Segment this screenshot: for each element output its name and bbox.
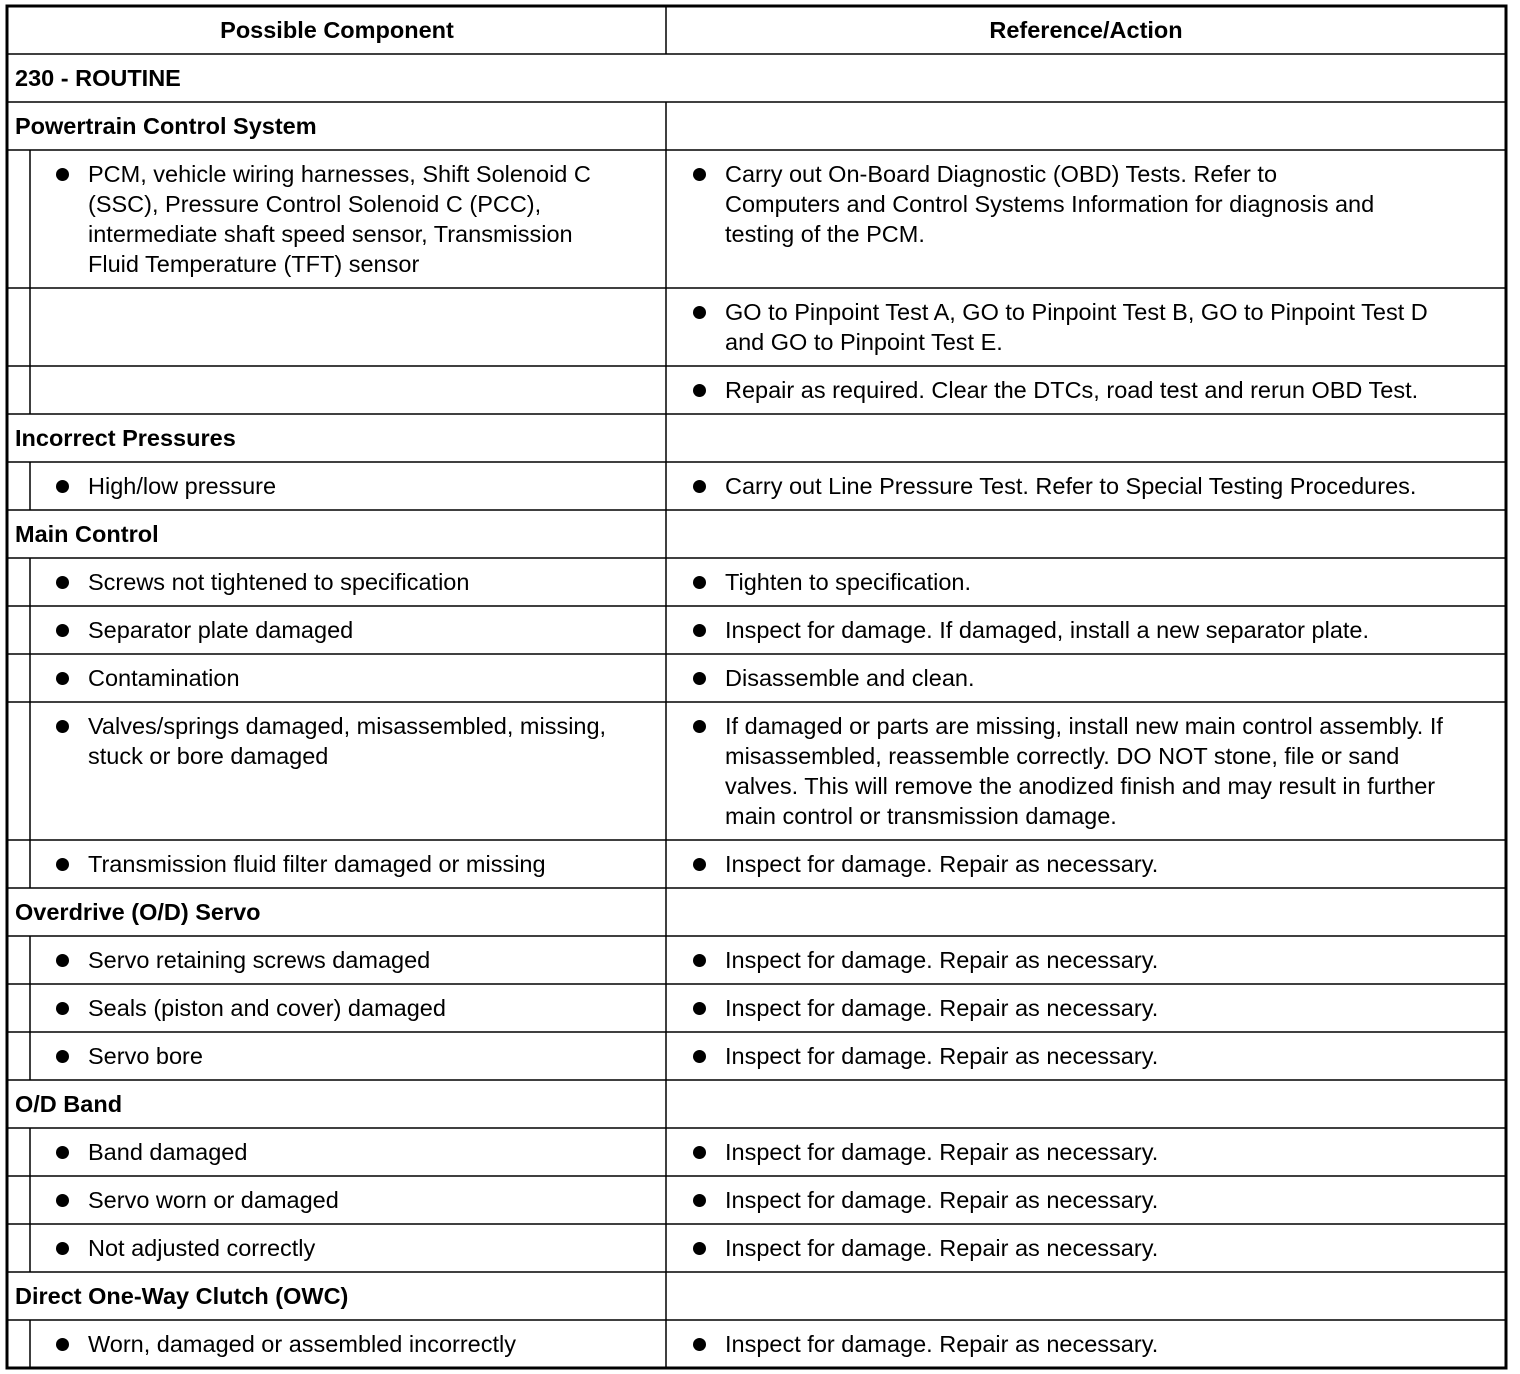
action-text: Repair as required. Clear the DTCs, road test and rerun OBD Test. — [725, 377, 1419, 403]
header-reference-action: Reference/Action — [989, 17, 1183, 43]
bullet-icon — [693, 168, 706, 181]
component-text: Servo bore — [88, 1043, 203, 1069]
action-text: Carry out Line Pressure Test. Refer to Special Testing Procedures. — [725, 473, 1417, 499]
component-text: Not adjusted correctly — [88, 1235, 316, 1261]
bullet-icon — [693, 1242, 706, 1255]
bullet-icon — [56, 1338, 69, 1351]
component-text: Separator plate damaged — [88, 617, 354, 643]
bullet-icon — [693, 1050, 706, 1063]
action-text: If damaged or parts are missing, install new main control assembly. If misassembled, reassemble correctly. DO NOT stone, file or sand valves. This will remove the anodized finish and may result in further main control or transmission damage. — [725, 713, 1443, 829]
bullet-icon — [693, 1002, 706, 1015]
component-text: High/low pressure — [88, 473, 277, 499]
routine-title: 230 - ROUTINE — [15, 65, 181, 91]
action-text: Disassemble and clean. — [725, 665, 975, 691]
action-text: Inspect for damage. If damaged, install a new separator plate. — [725, 617, 1370, 643]
action-text: Inspect for damage. Repair as necessary. — [725, 1139, 1159, 1165]
bullet-icon — [56, 954, 69, 967]
bullet-icon — [56, 1242, 69, 1255]
action-text: Inspect for damage. Repair as necessary. — [725, 1331, 1159, 1357]
bullet-icon — [693, 306, 706, 319]
bullet-icon — [693, 480, 706, 493]
action-text: Inspect for damage. Repair as necessary. — [725, 1235, 1159, 1261]
component-text: Worn, damaged or assembled incorrectly — [88, 1331, 516, 1357]
bullet-icon — [56, 168, 69, 181]
action-text: Carry out On-Board Diagnostic (OBD) Tests. Refer to Computers and Control Systems Information for diagnosis and testing of the PCM. — [725, 161, 1375, 247]
bullet-icon — [56, 1194, 69, 1207]
component-text: Transmission fluid filter damaged or missing — [88, 851, 546, 877]
header-possible-component: Possible Component — [220, 17, 454, 43]
bullet-icon — [693, 858, 706, 871]
component-text: Band damaged — [88, 1139, 248, 1165]
bullet-icon — [56, 858, 69, 871]
bullet-icon — [693, 1194, 706, 1207]
bullet-icon — [56, 1002, 69, 1015]
action-text: Inspect for damage. Repair as necessary. — [725, 1187, 1159, 1213]
section-title: Direct One-Way Clutch (OWC) — [15, 1283, 349, 1309]
component-text: Valves/springs damaged, misassembled, missing, stuck or bore damaged — [88, 713, 607, 769]
bullet-icon — [693, 720, 706, 733]
bullet-icon — [56, 1146, 69, 1159]
component-text: Contamination — [88, 665, 240, 691]
action-text: Inspect for damage. Repair as necessary. — [725, 1043, 1159, 1069]
section-title: Overdrive (O/D) Servo — [15, 899, 261, 925]
bullet-icon — [56, 576, 69, 589]
bullet-icon — [693, 1146, 706, 1159]
bullet-icon — [693, 384, 706, 397]
bullet-icon — [693, 1338, 706, 1351]
component-text: Seals (piston and cover) damaged — [88, 995, 446, 1021]
component-text: Servo worn or damaged — [88, 1187, 339, 1213]
section-title: O/D Band — [15, 1091, 123, 1117]
section-title: Incorrect Pressures — [15, 425, 236, 451]
bullet-icon — [56, 672, 69, 685]
action-text: Inspect for damage. Repair as necessary. — [725, 995, 1159, 1021]
action-text: Tighten to specification. — [725, 569, 972, 595]
component-text: PCM, vehicle wiring harnesses, Shift Solenoid C (SSC), Pressure Control Solenoid C (PCC), intermediate shaft speed sensor, Transmission Fluid Temperature (TFT) sensor — [88, 161, 591, 277]
bullet-icon — [56, 720, 69, 733]
bullet-icon — [693, 954, 706, 967]
action-text: Inspect for damage. Repair as necessary. — [725, 947, 1159, 973]
action-text: GO to Pinpoint Test A, GO to Pinpoint Test B, GO to Pinpoint Test D and GO to Pinpoint Test E. — [725, 299, 1428, 355]
bullet-icon — [56, 1050, 69, 1063]
action-text: Inspect for damage. Repair as necessary. — [725, 851, 1159, 877]
section-title: Main Control — [15, 521, 159, 547]
component-text: Servo retaining screws damaged — [88, 947, 431, 973]
bullet-icon — [56, 624, 69, 637]
component-text: Screws not tightened to specification — [88, 569, 470, 595]
bullet-icon — [693, 672, 706, 685]
bullet-icon — [693, 576, 706, 589]
bullet-icon — [693, 624, 706, 637]
section-title: Powertrain Control System — [15, 113, 317, 139]
bullet-icon — [56, 480, 69, 493]
